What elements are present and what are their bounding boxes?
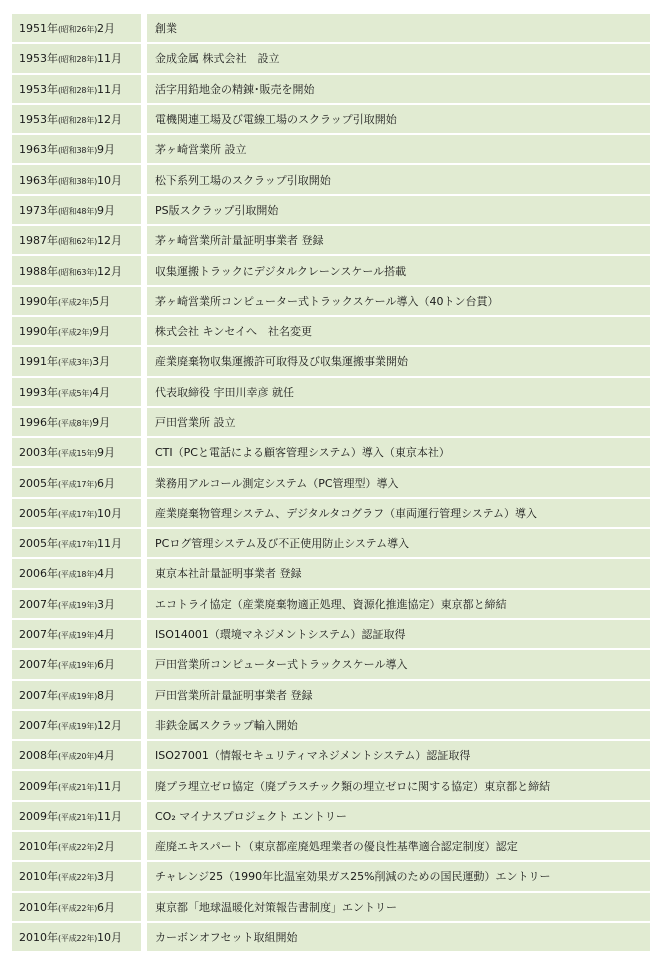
- history-event: 東京本社計量証明事業者 登録: [147, 559, 650, 587]
- history-event: 業務用アルコール測定システム（PC管理型）導入: [147, 468, 650, 496]
- history-date: [12, 438, 147, 466]
- history-date: [12, 347, 147, 375]
- history-row: [12, 378, 650, 406]
- history-row: [12, 741, 650, 769]
- history-row: [12, 529, 650, 557]
- history-month: 9月: [97, 143, 116, 157]
- history-month: 6月: [97, 658, 116, 672]
- history-event: 戸田営業所 設立: [147, 408, 650, 436]
- history-row: [12, 681, 650, 709]
- history-row: [12, 75, 650, 103]
- history-row: [12, 499, 650, 527]
- history-year: 2003年: [19, 446, 58, 460]
- history-event: 戸田営業所コンピューター式トラックスケール導入: [147, 650, 650, 678]
- history-date: [12, 893, 147, 921]
- history-year: 2009年: [19, 779, 58, 793]
- history-row: [12, 347, 650, 375]
- history-row: [12, 105, 650, 133]
- history-rows: [12, 14, 650, 951]
- history-date: [12, 832, 147, 860]
- history-month: 12月: [97, 113, 123, 127]
- history-row: [12, 590, 650, 618]
- history-year: 2010年: [19, 900, 58, 914]
- history-date: [12, 862, 147, 890]
- history-year: 1953年: [19, 113, 58, 127]
- history-year: 2010年: [19, 931, 58, 945]
- history-event: 創業: [147, 14, 650, 42]
- history-date: [12, 75, 147, 103]
- history-era: (平成5年): [58, 388, 93, 398]
- history-date: [12, 378, 147, 406]
- history-year: 1987年: [19, 234, 58, 248]
- history-event: 活字用鉛地金の精錬･販売を開始: [147, 75, 650, 103]
- history-row: [12, 650, 650, 678]
- history-month: 4月: [97, 567, 116, 581]
- history-era: (昭和62年): [58, 237, 98, 247]
- history-month: 9月: [92, 416, 111, 429]
- history-era: (平成17年): [58, 540, 98, 550]
- history-row: [12, 226, 650, 254]
- history-era: (平成19年): [58, 721, 98, 731]
- history-year: 1991年: [19, 355, 58, 369]
- history-event: 戸田営業所計量証明事業者 登録: [147, 681, 650, 709]
- history-era: (昭和38年): [58, 146, 98, 156]
- history-year: 1990年: [19, 294, 58, 308]
- history-year: 2007年: [19, 688, 58, 702]
- history-year: 2007年: [19, 658, 58, 672]
- history-event: 産廃エキスパート（東京都産廃処理業者の優良性基準適合認定制度）認定: [147, 832, 650, 860]
- history-year: 2005年: [19, 476, 58, 490]
- history-year: 1953年: [19, 52, 58, 66]
- history-year: 2010年: [19, 870, 58, 884]
- history-year: 1951年: [19, 22, 58, 36]
- history-month: 11月: [97, 52, 123, 66]
- history-date: [12, 165, 147, 193]
- history-month: 2月: [97, 22, 116, 36]
- history-month: 6月: [97, 476, 116, 490]
- history-event: 代表取締役 宇田川幸彦 就任: [147, 378, 650, 406]
- history-row: [12, 832, 650, 860]
- history-era: (昭和28年): [58, 116, 98, 126]
- history-date: [12, 226, 147, 254]
- history-era: (平成19年): [58, 631, 98, 641]
- history-event: 茅ヶ崎営業所コンピューター式トラックスケール導入（40トン台貫）: [147, 287, 650, 315]
- history-row: [12, 165, 650, 193]
- history-year: 1953年: [19, 82, 58, 96]
- history-month: 9月: [97, 203, 116, 217]
- history-row: [12, 468, 650, 496]
- history-month: 10月: [97, 173, 123, 187]
- history-era: (平成2年): [58, 328, 93, 338]
- history-date: [12, 44, 147, 72]
- history-year: 1973年: [19, 203, 58, 217]
- history-event: 非鉄金属スクラップ輸入開始: [147, 711, 650, 739]
- history-month: 12月: [97, 234, 123, 248]
- history-date: [12, 681, 147, 709]
- history-date: [12, 14, 147, 42]
- history-date: [12, 923, 147, 951]
- history-row: [12, 620, 650, 648]
- history-row: [12, 862, 650, 890]
- history-event: カーボンオフセット取組開始: [147, 923, 650, 951]
- history-era: (平成19年): [58, 600, 98, 610]
- history-era: (平成15年): [58, 449, 98, 459]
- history-month: 12月: [97, 264, 123, 278]
- history-month: 12月: [97, 718, 123, 732]
- history-row: [12, 559, 650, 587]
- history-event: ISO14001（環境マネジメントシステム）認証取得: [147, 620, 650, 648]
- history-year: 2009年: [19, 809, 58, 823]
- history-date: [12, 105, 147, 133]
- history-event: ISO27001（情報セキュリティマネジメントシステム）認証取得: [147, 741, 650, 769]
- history-row: [12, 408, 650, 436]
- history-month: 11月: [97, 82, 123, 96]
- history-date: [12, 559, 147, 587]
- history-month: 3月: [97, 870, 116, 884]
- history-date: [12, 771, 147, 799]
- history-date: [12, 135, 147, 163]
- history-event: 電機関連工場及び電線工場のスクラップ引取開始: [147, 105, 650, 133]
- history-era: (昭和26年): [58, 25, 98, 35]
- history-era: (平成19年): [58, 691, 98, 701]
- history-row: [12, 287, 650, 315]
- history-month: 4月: [92, 385, 111, 399]
- history-era: (昭和28年): [58, 85, 98, 95]
- history-event: 茅ヶ崎営業所計量証明事業者 登録: [147, 226, 650, 254]
- history-month: 10月: [97, 931, 123, 945]
- history-era: (昭和38年): [58, 176, 98, 186]
- history-event: 茅ヶ崎営業所 設立: [147, 135, 650, 163]
- history-era: (平成22年): [58, 843, 98, 853]
- history-date: [12, 802, 147, 830]
- history-era: (平成2年): [58, 297, 93, 307]
- history-year: 1963年: [19, 143, 58, 157]
- history-year: 2006年: [19, 567, 58, 581]
- history-date: [12, 741, 147, 769]
- history-event: CTI（PCと電話による顧客管理システム）導入（東京本社）: [147, 438, 650, 466]
- history-era: (平成8年): [58, 419, 93, 428]
- history-date: [12, 529, 147, 557]
- history-date: [12, 196, 147, 224]
- history-date: [12, 590, 147, 618]
- history-event: 松下系列工場のスクラップ引取開始: [147, 165, 650, 193]
- history-event: 産業廃棄物収集運搬許可取得及び収集運搬事業開始: [147, 347, 650, 375]
- history-row: [12, 44, 650, 72]
- history-date: [12, 499, 147, 527]
- history-era: (平成21年): [58, 782, 98, 792]
- history-row: [12, 711, 650, 739]
- history-year: 2007年: [19, 628, 58, 642]
- history-month: 9月: [92, 325, 111, 339]
- history-month: 6月: [97, 900, 116, 914]
- history-era: (昭和28年): [58, 55, 98, 65]
- history-event: PCログ管理システム及び不正使用防止システム導入: [147, 529, 650, 557]
- history-month: 5月: [92, 294, 111, 308]
- history-year: 2005年: [19, 506, 58, 520]
- history-era: (平成22年): [58, 934, 98, 944]
- history-era: (平成17年): [58, 479, 98, 489]
- history-event: チャレンジ25（1990年比温室効果ガス25%削減のための国民運動）エントリー: [147, 862, 650, 890]
- history-row: [12, 135, 650, 163]
- history-year: 2010年: [19, 840, 58, 854]
- history-month: 10月: [97, 506, 123, 520]
- history-era: (平成21年): [58, 812, 98, 822]
- history-year: 1996年: [19, 416, 58, 429]
- history-year: 2008年: [19, 749, 58, 763]
- history-month: 3月: [97, 597, 116, 611]
- history-row: [12, 196, 650, 224]
- history-event: 収集運搬トラックにデジタルクレーンスケール搭載: [147, 256, 650, 284]
- history-year: 1988年: [19, 264, 58, 278]
- history-date: [12, 468, 147, 496]
- history-event: 廃プラ埋立ゼロ協定（廃プラスチック類の埋立ゼロに関する協定）東京都と締結: [147, 771, 650, 799]
- history-era: (平成18年): [58, 570, 98, 580]
- company-history-table: [12, 12, 650, 953]
- history-month: 3月: [92, 355, 111, 369]
- history-event: 金成金属 株式会社 設立: [147, 44, 650, 72]
- history-era: (平成3年): [58, 358, 93, 368]
- history-event: エコトライ協定（産業廃棄物適正処理、資源化推進協定）東京都と締結: [147, 590, 650, 618]
- history-row: [12, 771, 650, 799]
- history-era: (昭和48年): [58, 206, 98, 216]
- history-year: 1993年: [19, 385, 58, 399]
- history-year: 2007年: [19, 597, 58, 611]
- history-date: [12, 711, 147, 739]
- history-year: 2005年: [19, 537, 58, 551]
- history-row: [12, 317, 650, 345]
- history-month: 2月: [97, 840, 116, 854]
- history-row: [12, 14, 650, 42]
- history-era: (平成19年): [58, 661, 98, 671]
- history-era: (平成22年): [58, 903, 98, 913]
- history-era: (平成22年): [58, 873, 98, 883]
- history-event: 株式会社 キンセイへ 社名変更: [147, 317, 650, 345]
- history-month: 11月: [97, 779, 123, 793]
- history-month: 9月: [97, 446, 116, 460]
- history-row: [12, 256, 650, 284]
- history-year: 1963年: [19, 173, 58, 187]
- history-era: (平成20年): [58, 752, 98, 762]
- history-month: 4月: [97, 628, 116, 642]
- history-month: 11月: [97, 809, 123, 823]
- history-date: [12, 650, 147, 678]
- history-era: (昭和63年): [58, 267, 98, 277]
- history-month: 11月: [97, 537, 123, 551]
- history-row: [12, 893, 650, 921]
- history-month: 8月: [97, 688, 116, 702]
- history-date: [12, 408, 147, 436]
- history-year: 1990年: [19, 325, 58, 339]
- history-date: [12, 317, 147, 345]
- history-event: PS版スクラップ引取開始: [147, 196, 650, 224]
- history-row: [12, 802, 650, 830]
- history-month: 4月: [97, 749, 116, 763]
- history-event: 東京都「地球温暖化対策報告書制度」エントリー: [147, 893, 650, 921]
- history-date: [12, 256, 147, 284]
- history-date: [12, 287, 147, 315]
- history-row: [12, 923, 650, 951]
- history-era: (平成17年): [58, 509, 98, 519]
- history-date: [12, 620, 147, 648]
- history-event: 産業廃棄物管理システム、デジタルタコグラフ（車両運行管理システム）導入: [147, 499, 650, 527]
- history-row: [12, 438, 650, 466]
- history-year: 2007年: [19, 718, 58, 732]
- history-event: CO₂ マイナスプロジェクト エントリー: [147, 802, 650, 830]
